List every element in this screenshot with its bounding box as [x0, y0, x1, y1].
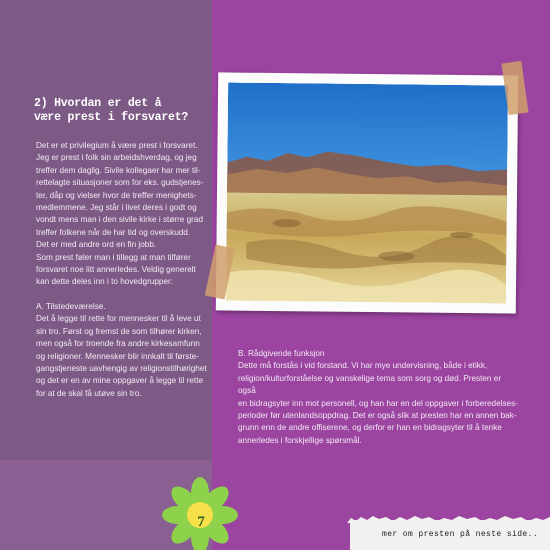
section-b-line: en bidragsyter inn mot personell, og han har en del oppgaver i forberedelses-: [238, 398, 518, 408]
photo-frame: [216, 72, 518, 313]
article-heading-line2: være prest i forsvaret?: [34, 111, 189, 124]
section-a-line: gangstjeneste uavhengig av religionstilhørighet: [36, 363, 207, 373]
left-column-text: [36, 140, 214, 400]
intro-line: Jeg er prest i folk sin arbeidshverdag, og jeg: [36, 153, 197, 163]
section-b-line: Dette må forstås i vid forstand. Vi har mye undervisning, både i etikk,: [238, 361, 488, 371]
section-a: [36, 301, 214, 400]
intro-line: medlemmene. Jeg står i livet deres i godt og: [36, 203, 197, 213]
intro-line: ter, dåp og vielser hvor de treffer menighets-: [36, 190, 197, 200]
section-a-line: for at de skal få utøve sin tro.: [36, 388, 142, 398]
section-b-title: B. Rådgivende funksjon: [238, 349, 325, 358]
page-number: 7: [197, 514, 205, 530]
intro-line: kan dette deles inn i to hovedgrupper:: [36, 277, 174, 287]
section-b-line: annerledes i forskjellige spørsmål.: [238, 435, 362, 445]
section-b-line: religion/kulturforståelse og vanskelige tema som sorg og død. Presten er også: [238, 373, 502, 396]
section-b-line: grunn enn de andre offiserene, og derfor er han en bidragsyter til å tenke: [238, 423, 502, 433]
section-b-line: perioder før utenlandsoppdrag. Det er også slik at presten har en annen bak-: [238, 411, 517, 421]
intro-line: vondt mens man i den sivile kirke i større grad: [36, 215, 203, 225]
spacer: [36, 289, 214, 301]
section-a-line: og det er en av mine oppgaver å legge til rette: [36, 376, 204, 386]
flower-icon: [160, 475, 240, 550]
section-a-title: A. Tilstedeværelse.: [36, 301, 106, 311]
intro-line: rettelagte situasjoner som for eks. gudstjenes-: [36, 178, 204, 188]
article-heading-line1: 2) Hvordan er det å: [34, 97, 162, 110]
intro-line: Det er med andre ord en fin jobb.: [36, 240, 157, 250]
desert-landscape-image: [226, 83, 508, 304]
intro-line: treffer folkene når de har tid og overskudd.: [36, 227, 191, 237]
section-a-line: Det å legge til rette for mennesker til å leve ut: [36, 314, 201, 324]
intro-line: treffer dem daglig. Sivile kollegaer har mer til-: [36, 165, 201, 175]
section-b: [238, 348, 518, 447]
section-a-line: sin tro. Først og fremst de som tilhører kirken,: [36, 326, 202, 336]
next-page-note: mer om presten på neste side..: [382, 530, 539, 539]
intro-line: Det er et privilegium å være prest i forsvaret.: [36, 141, 198, 150]
desert-landscape-photo: [226, 83, 508, 304]
section-a-line: men også for troende fra andre kirkesamfunn: [36, 339, 200, 349]
article-heading: [34, 97, 219, 125]
intro-line: forsvaret noe litt annerledes. Veldig generelt: [36, 265, 196, 275]
intro-paragraph: [36, 140, 214, 289]
section-a-line: og religioner. Mennesker blir innkalt til første-: [36, 351, 199, 361]
intro-line: Som prest føler man i tillegg at man tilfører: [36, 252, 191, 262]
